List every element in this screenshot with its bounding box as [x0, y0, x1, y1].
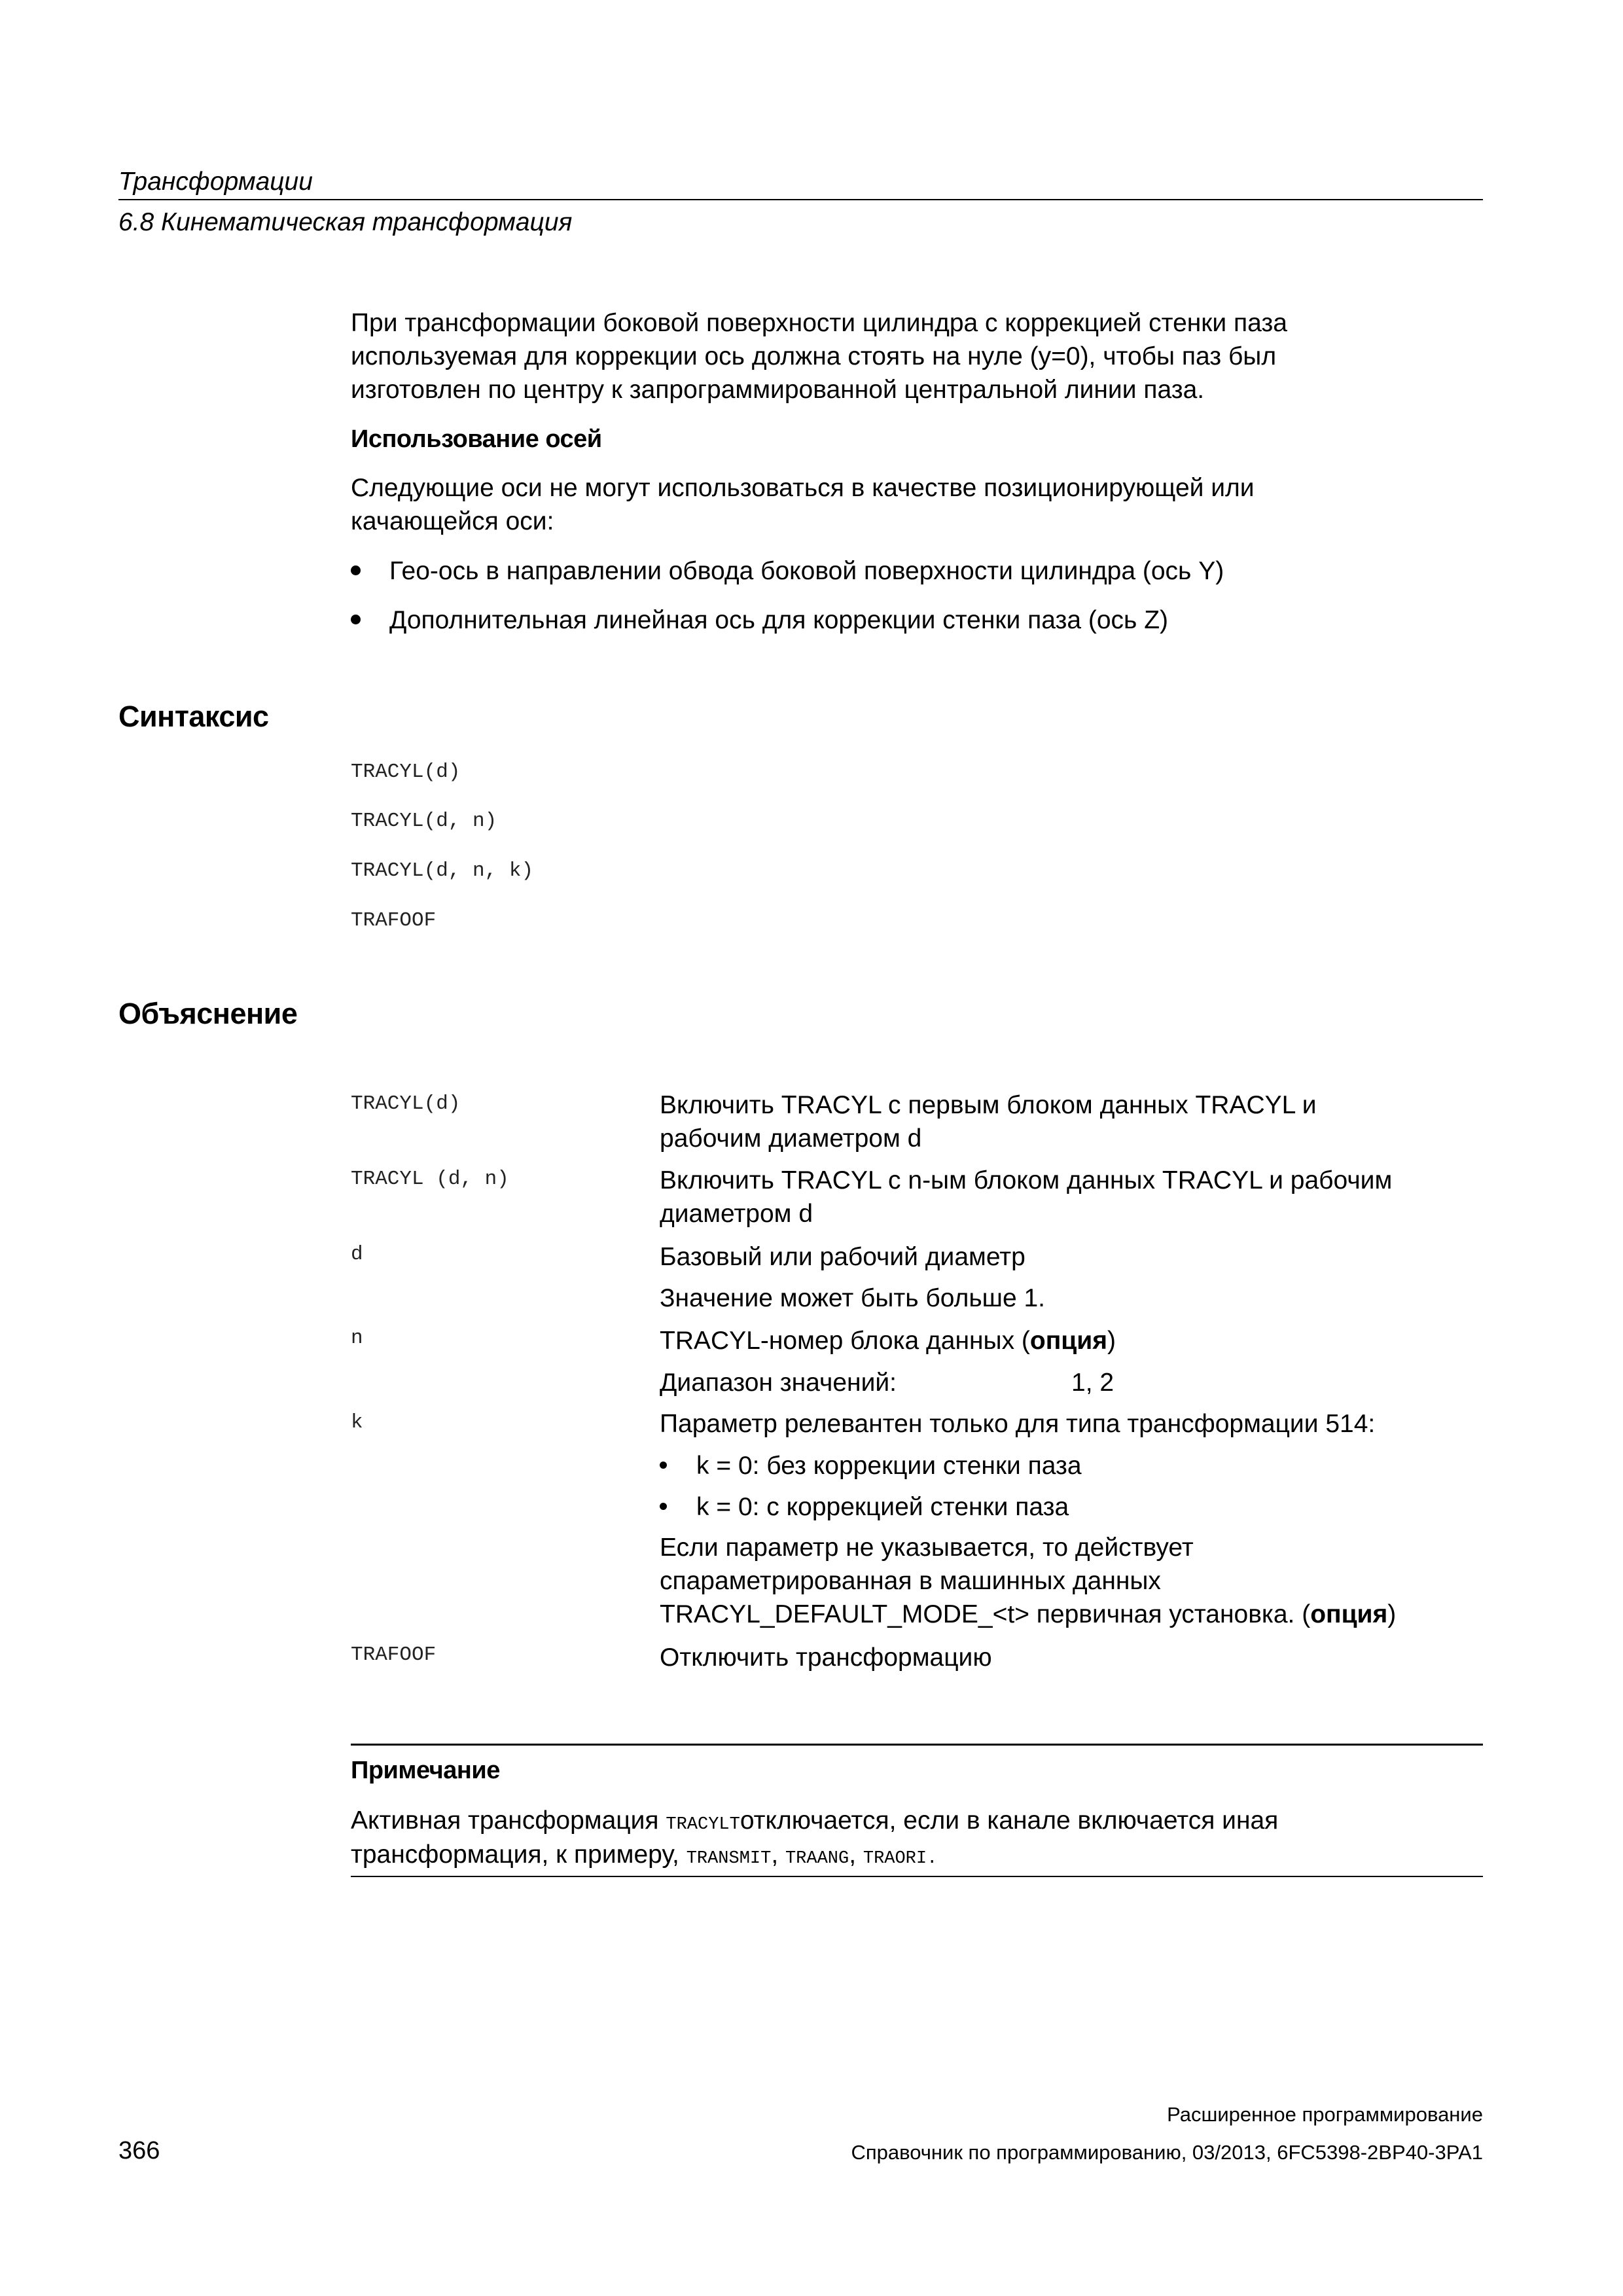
syntax-line: TRACYL(d, n, k)	[351, 859, 534, 882]
axes-line: качающейся оси:	[351, 507, 554, 535]
param-term: TRACYL(d)	[351, 1092, 461, 1115]
note-bottom-rule	[351, 1876, 1483, 1877]
bullet-icon	[351, 615, 361, 624]
param-description	[660, 1164, 1484, 1230]
chapter-title: Трансформации	[118, 168, 313, 196]
option-label: опция	[1029, 1327, 1107, 1355]
syntax-line: TRACYL(d, n)	[351, 810, 497, 833]
param-term: TRAFOOF	[351, 1643, 437, 1666]
desc-text: TRACYL-номер блока данных (	[660, 1327, 1030, 1355]
range-value: 1, 2	[1071, 1369, 1115, 1397]
note-top-rule	[351, 1744, 1483, 1746]
list-item	[660, 1449, 667, 1482]
desc-line: Отключить трансформацию	[660, 1643, 992, 1672]
note-line	[351, 1804, 1483, 1842]
param-term: k	[351, 1411, 363, 1434]
intro-line: изготовлен по центру к запрограммированной центральной линии паза.	[351, 376, 1205, 404]
explanation-heading: Объяснение	[118, 997, 298, 1030]
note-line	[351, 1838, 1483, 1876]
bullet-icon	[351, 565, 361, 575]
param-term: n	[351, 1327, 363, 1350]
header-rule	[118, 199, 1483, 200]
param-description	[660, 1088, 1484, 1155]
bullet-icon	[660, 1462, 667, 1469]
desc-line: Значение может быть больше 1.	[660, 1284, 1045, 1312]
note-text: трансформация, к примеру,	[351, 1840, 687, 1869]
list-item	[351, 603, 361, 637]
note-code: TRANSMIT	[686, 1849, 772, 1869]
param-description	[660, 1324, 1116, 1357]
bullet-text: k = 0: без коррекции стенки паза	[696, 1452, 1082, 1480]
note-code: TRAORI	[863, 1849, 927, 1869]
axes-usage-heading: Использование осей	[351, 425, 602, 453]
range-label: Диапазон значений:	[660, 1369, 897, 1397]
axes-usage-paragraph	[351, 471, 1483, 538]
note-text: ,	[849, 1840, 863, 1869]
intro-line: используемая для коррекции ось должна стоять на нуле (y=0), чтобы паз был	[351, 342, 1277, 370]
bullet-text: k = 0: с коррекцией стенки паза	[696, 1493, 1069, 1521]
note-code: TRAANG	[785, 1849, 849, 1869]
desc-line: диаметром d	[660, 1200, 813, 1228]
intro-line: При трансформации боковой поверхности цилиндра с коррекцией стенки паза	[351, 309, 1287, 337]
note-code: TRACYLT	[666, 1815, 740, 1835]
option-label: опция	[1310, 1600, 1388, 1628]
section-title: 6.8 Кинематическая трансформация	[118, 208, 573, 236]
param-term: TRACYL (d, n)	[351, 1168, 509, 1191]
desc-line	[660, 1598, 1484, 1631]
desc-text: TRACYL_DEFAULT_MODE_<t> первичная установка. (	[660, 1600, 1311, 1628]
desc-line: спараметрированная в машинных данных	[660, 1567, 1161, 1595]
bullet-text: Дополнительная линейная ось для коррекции стенки паза (ось Z)	[389, 606, 1169, 634]
note-text: Активная трансформация	[351, 1806, 666, 1835]
syntax-heading: Синтаксис	[118, 700, 269, 733]
desc-line: Базовый или рабочий диаметр	[660, 1243, 1026, 1271]
bullet-icon	[660, 1503, 667, 1510]
footer-reference: Справочник по программированию, 03/2013, 6FC5398-2BP40-3PA1	[851, 2141, 1483, 2164]
axes-line: Следующие оси не могут использоваться в качестве позиционирующей или	[351, 474, 1255, 502]
desc-line: Включить TRACYL с n-ым блоком данных TRACYL и рабочим	[660, 1166, 1393, 1194]
desc-line: Если параметр не указывается, то действует	[660, 1534, 1194, 1562]
note-text: .	[927, 1849, 938, 1869]
desc-line: Параметр релевантен только для типа трансформации 514:	[660, 1410, 1376, 1438]
desc-text: )	[1107, 1327, 1116, 1355]
bullet-text: Гео-ось в направлении обвода боковой поверхности цилиндра (ось Y)	[389, 557, 1224, 585]
list-item	[351, 554, 361, 588]
desc-line: Включить TRACYL с первым блоком данных TRACYL и	[660, 1091, 1317, 1119]
list-item	[660, 1490, 667, 1524]
note-text: ,	[771, 1840, 785, 1869]
syntax-line: TRACYL(d)	[351, 761, 461, 783]
desc-text: )	[1387, 1600, 1397, 1628]
syntax-line: TRAFOOF	[351, 909, 437, 932]
param-note	[660, 1531, 1484, 1631]
note-text: отключается, если в канале включается иная	[740, 1806, 1279, 1835]
footer-title: Расширенное программирование	[1167, 2103, 1483, 2126]
page-number: 366	[118, 2137, 160, 2164]
desc-line: рабочим диаметром d	[660, 1124, 922, 1153]
intro-paragraph	[351, 306, 1483, 406]
param-term: d	[351, 1243, 363, 1266]
note-heading: Примечание	[351, 1757, 500, 1784]
